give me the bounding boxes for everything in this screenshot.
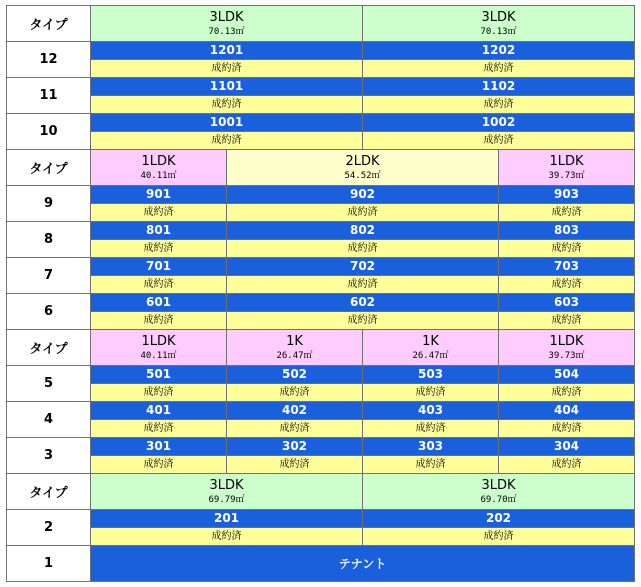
unit-number[interactable]: 901 [91,186,227,204]
floor-row [7,222,635,240]
unit-type-area: 40.11㎡ [140,350,177,361]
unit-type-cell [363,330,499,366]
unit-number[interactable]: 304 [499,438,635,456]
unit-status: 成約済 [363,132,635,150]
unit-number[interactable]: 1202 [363,42,635,60]
floor-number: 8 [7,222,91,258]
unit-type-cell [91,6,363,42]
floor-status-row [7,204,635,222]
unit-type-cell [363,474,635,510]
unit-type-area: 26.47㎡ [412,350,449,361]
unit-type-name: 1K [286,333,303,349]
unit-status: 成約済 [363,420,499,438]
floor-row [7,366,635,384]
unit-number[interactable]: 502 [227,366,363,384]
unit-type-cell [499,150,635,186]
unit-status: 成約済 [91,132,363,150]
unit-status: 成約済 [91,420,227,438]
unit-status: 成約済 [499,420,635,438]
unit-status: 成約済 [91,384,227,402]
unit-status: 成約済 [227,204,499,222]
unit-type-name: 1LDK [141,333,176,349]
unit-type-cell [91,330,227,366]
unit-status: 成約済 [227,420,363,438]
unit-type-area: 70.13㎡ [480,26,517,37]
unit-type-cell [227,330,363,366]
unit-status: 成約済 [363,528,635,546]
unit-status: 成約済 [499,384,635,402]
floor-status-row [7,528,635,546]
floor-status-row [7,312,635,330]
unit-number[interactable]: 701 [91,258,227,276]
unit-type-name: 2LDK [345,153,380,169]
unit-status: 成約済 [91,60,363,78]
floor-status-row [7,276,635,294]
unit-status: 成約済 [499,312,635,330]
type-row [7,150,635,186]
unit-type-cell [91,474,363,510]
floor-number: 9 [7,186,91,222]
unit-number[interactable]: 1001 [91,114,363,132]
floor-number: 12 [7,42,91,78]
unit-type-cell [363,6,635,42]
unit-status: 成約済 [363,384,499,402]
unit-status: 成約済 [91,456,227,474]
unit-status: 成約済 [499,204,635,222]
unit-number[interactable]: 504 [499,366,635,384]
type-header-label: タイプ [7,330,91,366]
unit-number[interactable]: 401 [91,402,227,420]
floor-row [7,510,635,528]
unit-number[interactable]: 702 [227,258,499,276]
type-header-label: タイプ [7,150,91,186]
floor-status-row [7,132,635,150]
floor-row [7,186,635,204]
unit-number[interactable]: 903 [499,186,635,204]
floor-row [7,42,635,60]
unit-type-name: 1LDK [549,333,584,349]
unit-number[interactable]: 501 [91,366,227,384]
floor-number: 4 [7,402,91,438]
type-row [7,6,635,42]
type-header-label: タイプ [7,474,91,510]
unit-status: 成約済 [499,456,635,474]
unit-type-name: 3LDK [481,477,516,493]
unit-status: 成約済 [227,384,363,402]
unit-status: 成約済 [227,456,363,474]
type-header-label: タイプ [7,6,91,42]
floor-row [7,258,635,276]
unit-status: 成約済 [363,96,635,114]
unit-type-area: 40.11㎡ [140,170,177,181]
unit-number[interactable]: 404 [499,402,635,420]
unit-number[interactable]: 803 [499,222,635,240]
unit-number[interactable]: 801 [91,222,227,240]
floor-plan-table [6,5,635,582]
unit-number[interactable]: 602 [227,294,499,312]
unit-type-area: 39.73㎡ [548,170,585,181]
floor-number: 3 [7,438,91,474]
unit-number[interactable]: 303 [363,438,499,456]
floor-number: 7 [7,258,91,294]
floor-number: 2 [7,510,91,546]
unit-status: 成約済 [363,60,635,78]
floor-row [7,402,635,420]
unit-type-cell [499,330,635,366]
unit-number[interactable]: 403 [363,402,499,420]
unit-type-area: 26.47㎡ [276,350,313,361]
floor-row [7,438,635,456]
unit-type-area: 69.79㎡ [208,494,245,505]
unit-status: 成約済 [91,276,227,294]
unit-status: 成約済 [499,276,635,294]
floor-status-row [7,60,635,78]
unit-type-area: 69.70㎡ [480,494,517,505]
floor-plan-body [7,6,635,582]
unit-status: 成約済 [91,240,227,258]
unit-number[interactable]: 1101 [91,78,363,96]
floor-number: 5 [7,366,91,402]
unit-type-cell [227,150,499,186]
unit-number[interactable]: 603 [499,294,635,312]
unit-type-name: 3LDK [481,9,516,25]
unit-status: 成約済 [227,240,499,258]
unit-status: 成約済 [363,456,499,474]
floor-row [7,294,635,312]
unit-status: 成約済 [91,96,363,114]
unit-number[interactable]: 1201 [91,42,363,60]
unit-number[interactable]: 601 [91,294,227,312]
unit-status: 成約済 [227,312,499,330]
floor-number: 1 [7,546,91,582]
floor-number: 10 [7,114,91,150]
floor-number: 11 [7,78,91,114]
unit-type-cell [91,150,227,186]
unit-number[interactable]: 201 [91,510,363,528]
tenant-cell[interactable]: テナント [91,546,635,582]
unit-number[interactable]: 301 [91,438,227,456]
tenant-row [7,546,635,582]
unit-status: 成約済 [227,276,499,294]
type-row [7,330,635,366]
unit-number[interactable]: 302 [227,438,363,456]
unit-number[interactable]: 902 [227,186,499,204]
floor-status-row [7,96,635,114]
floor-status-row [7,420,635,438]
unit-type-name: 1LDK [141,153,176,169]
unit-type-area: 70.13㎡ [208,26,245,37]
floor-row [7,78,635,96]
unit-type-area: 39.73㎡ [548,350,585,361]
unit-type-name: 3LDK [209,477,244,493]
floor-status-row [7,384,635,402]
unit-type-name: 3LDK [209,9,244,25]
unit-number[interactable]: 1002 [363,114,635,132]
unit-number[interactable]: 402 [227,402,363,420]
unit-type-area: 54.52㎡ [344,170,381,181]
floor-status-row [7,456,635,474]
unit-number[interactable]: 802 [227,222,499,240]
floor-status-row [7,240,635,258]
floor-number: 6 [7,294,91,330]
unit-type-name: 1LDK [549,153,584,169]
unit-type-name: 1K [422,333,439,349]
floor-row [7,114,635,132]
unit-number[interactable]: 202 [363,510,635,528]
unit-number[interactable]: 703 [499,258,635,276]
unit-number[interactable]: 1102 [363,78,635,96]
unit-status: 成約済 [91,528,363,546]
unit-status: 成約済 [499,240,635,258]
unit-number[interactable]: 503 [363,366,499,384]
type-row [7,474,635,510]
unit-status: 成約済 [91,312,227,330]
unit-status: 成約済 [91,204,227,222]
